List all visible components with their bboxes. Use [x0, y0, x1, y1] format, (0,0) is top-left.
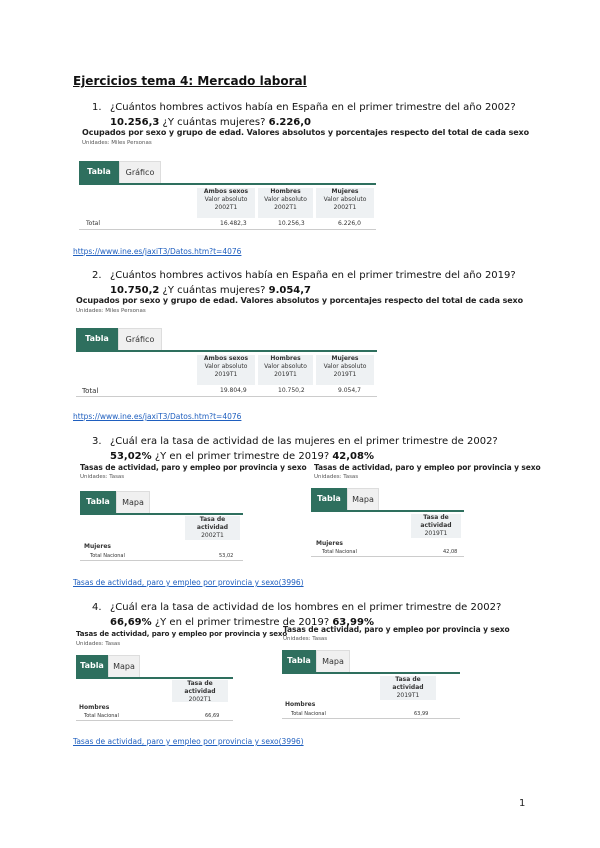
rate-value: 63,99: [414, 711, 429, 717]
row-divider: [79, 229, 376, 230]
table-caption: Tasas de actividad, paro y empleo por provincia y sexo: [76, 630, 288, 638]
column-header-rate: [380, 676, 436, 700]
question-text-2: ¿Y cuántas mujeres?: [159, 285, 269, 296]
value-both: 19.804,9: [220, 387, 247, 394]
subheader-label: Valor absoluto: [264, 363, 307, 370]
period-label: 2019T1: [396, 692, 420, 699]
row-label: Total Nacional: [84, 713, 119, 719]
question-text: ¿Cuál era la tasa de actividad de los hombres en el primer trimestre de 2002?: [110, 602, 502, 613]
period-label: 2019T1: [424, 530, 448, 537]
question-number: 3.: [92, 436, 102, 447]
period-label: 2002T1: [188, 696, 212, 703]
row-divider: [311, 556, 464, 557]
rate-value: 66,69: [205, 713, 220, 719]
column-header-both: [197, 355, 255, 385]
question-2: [92, 268, 530, 298]
answer-women: 9.054,7: [268, 285, 312, 296]
page-title: Ejercicios tema 4: Mercado laboral: [73, 74, 307, 88]
group-label: Mujeres: [84, 543, 111, 550]
column-header-rate: [411, 514, 461, 538]
tab-bar: [311, 488, 464, 512]
subheader-label: Valor absoluto: [204, 196, 248, 203]
value-both: 16.482,3: [220, 220, 247, 227]
row-label: Total: [86, 220, 101, 227]
tab-tabla[interactable]: Tabla: [80, 491, 116, 513]
header-label: Tasa de actividad: [184, 680, 216, 695]
units-label: Unidades: Tasas: [314, 474, 359, 480]
answer-2019: 63,99%: [332, 617, 374, 628]
value-women: 6.226,0: [338, 220, 361, 227]
tab-tabla[interactable]: Tabla: [76, 328, 118, 350]
subheader-label: Valor absoluto: [323, 196, 367, 203]
question-number: 2.: [92, 270, 102, 281]
question-text: ¿Cuántos hombres activos había en España en el primer trimestre del año 2002?: [110, 102, 516, 113]
period-label: 2019T1: [274, 371, 297, 378]
table-caption: Tasas de actividad, paro y empleo por provincia y sexo: [283, 625, 510, 634]
value-women: 9.054,7: [338, 387, 361, 394]
period-label: 2002T1: [201, 532, 224, 539]
table-caption: Tasas de actividad, paro y empleo por provincia y sexo: [80, 463, 307, 472]
row-divider: [76, 396, 377, 397]
tab-bar: [80, 491, 243, 515]
tab-bar: [76, 655, 233, 679]
question-text: ¿Cuál era la tasa de actividad de las mujeres en el primer trimestre de 2002?: [110, 436, 498, 447]
tab-mapa[interactable]: Mapa: [347, 488, 379, 510]
tab-tabla[interactable]: Tabla: [282, 650, 316, 672]
column-header-women: [316, 355, 374, 385]
answer-2002: 53,02%: [110, 451, 152, 462]
value-men: 10.256,3: [278, 220, 305, 227]
tab-grafico[interactable]: Gráfico: [118, 328, 162, 350]
rate-value: 42,08: [443, 549, 458, 555]
table-caption: Ocupados por sexo y grupo de edad. Valores absolutos y porcentajes respecto del total de cada sexo: [82, 128, 530, 137]
period-label: 2019T1: [214, 371, 238, 378]
table-caption: Tasas de actividad, paro y empleo por provincia y sexo: [314, 463, 541, 472]
answer-men: 10.256,3: [110, 117, 160, 128]
period-label: 2002T1: [274, 204, 297, 211]
tab-mapa[interactable]: Mapa: [316, 650, 350, 672]
column-header-men: [258, 355, 313, 385]
header-label: Tasa de actividad: [420, 514, 452, 529]
tab-mapa[interactable]: Mapa: [116, 491, 150, 513]
question-1: [92, 100, 530, 130]
answer-2002: 66,69%: [110, 617, 152, 628]
question-number: 1.: [92, 102, 102, 113]
tab-bar: [282, 650, 460, 674]
row-divider: [80, 560, 243, 561]
units-label: Unidades: Tasas: [76, 641, 121, 647]
source-link[interactable]: Tasas de actividad, paro y empleo por provincia y sexo(3996): [73, 578, 304, 587]
period-label: 2002T1: [214, 204, 238, 211]
source-link[interactable]: https://www.ine.es/jaxiT3/Datos.htm?t=4076: [73, 247, 242, 256]
column-header-women: [316, 188, 374, 218]
units-label: Unidades: Miles Personas: [76, 308, 146, 314]
row-divider: [76, 720, 233, 721]
value-men: 10.750,2: [278, 387, 305, 394]
subheader-label: Valor absoluto: [323, 363, 367, 370]
tab-tabla[interactable]: Tabla: [76, 655, 108, 677]
column-header-rate: [185, 516, 240, 540]
header-label: Mujeres: [331, 188, 359, 195]
period-label: 2002T1: [333, 204, 357, 211]
units-label: Unidades: Miles Personas: [82, 140, 152, 146]
row-divider: [282, 718, 460, 719]
header-label: Ambos sexos: [203, 188, 249, 195]
group-label: Mujeres: [316, 540, 343, 547]
group-label: Hombres: [79, 704, 110, 711]
column-header-both: [197, 188, 255, 218]
question-text-2: ¿Y en el primer trimestre de 2019?: [151, 617, 333, 628]
question-text: ¿Cuántos hombres activos había en España en el primer trimestre del año 2019?: [110, 270, 516, 281]
source-link[interactable]: Tasas de actividad, paro y empleo por provincia y sexo(3996): [73, 737, 304, 746]
tab-bar: [79, 161, 376, 185]
answer-women: 6.226,0: [268, 117, 312, 128]
column-header-men: [258, 188, 313, 218]
units-label: Unidades: Tasas: [80, 474, 125, 480]
question-3: [92, 434, 530, 464]
question-number: 4.: [92, 602, 102, 613]
header-label: Tasa de actividad: [392, 676, 424, 691]
row-label: Total Nacional: [90, 553, 125, 559]
tab-tabla[interactable]: Tabla: [79, 161, 119, 183]
header-label: Tasa de actividad: [196, 516, 229, 531]
source-link[interactable]: https://www.ine.es/jaxiT3/Datos.htm?t=4076: [73, 412, 242, 421]
table-caption: Ocupados por sexo y grupo de edad. Valores absolutos y porcentajes respecto del total de cada sexo: [76, 296, 524, 305]
header-label: Hombres: [270, 355, 301, 362]
column-header-rate: [172, 680, 228, 702]
question-text-2: ¿Y cuántas mujeres?: [159, 117, 269, 128]
answer-men: 10.750,2: [110, 285, 160, 296]
tab-tabla[interactable]: Tabla: [311, 488, 347, 510]
tab-grafico[interactable]: Gráfico: [119, 161, 161, 183]
question-text-2: ¿Y en el primer trimestre de 2019?: [151, 451, 333, 462]
answer-2019: 42,08%: [332, 451, 374, 462]
tab-bar: [76, 328, 377, 352]
units-label: Unidades: Tasas: [283, 636, 328, 642]
group-label: Hombres: [285, 701, 316, 708]
subheader-label: Valor absoluto: [204, 363, 248, 370]
row-label: Total: [82, 387, 99, 395]
tab-mapa[interactable]: Mapa: [108, 655, 140, 677]
header-label: Ambos sexos: [203, 355, 249, 362]
header-label: Mujeres: [331, 355, 359, 362]
page-number: 1: [519, 798, 526, 809]
subheader-label: Valor absoluto: [264, 196, 307, 203]
period-label: 2019T1: [333, 371, 357, 378]
rate-value: 53,02: [219, 553, 234, 559]
header-label: Hombres: [270, 188, 301, 195]
row-label: Total Nacional: [322, 549, 357, 555]
row-label: Total Nacional: [291, 711, 326, 717]
